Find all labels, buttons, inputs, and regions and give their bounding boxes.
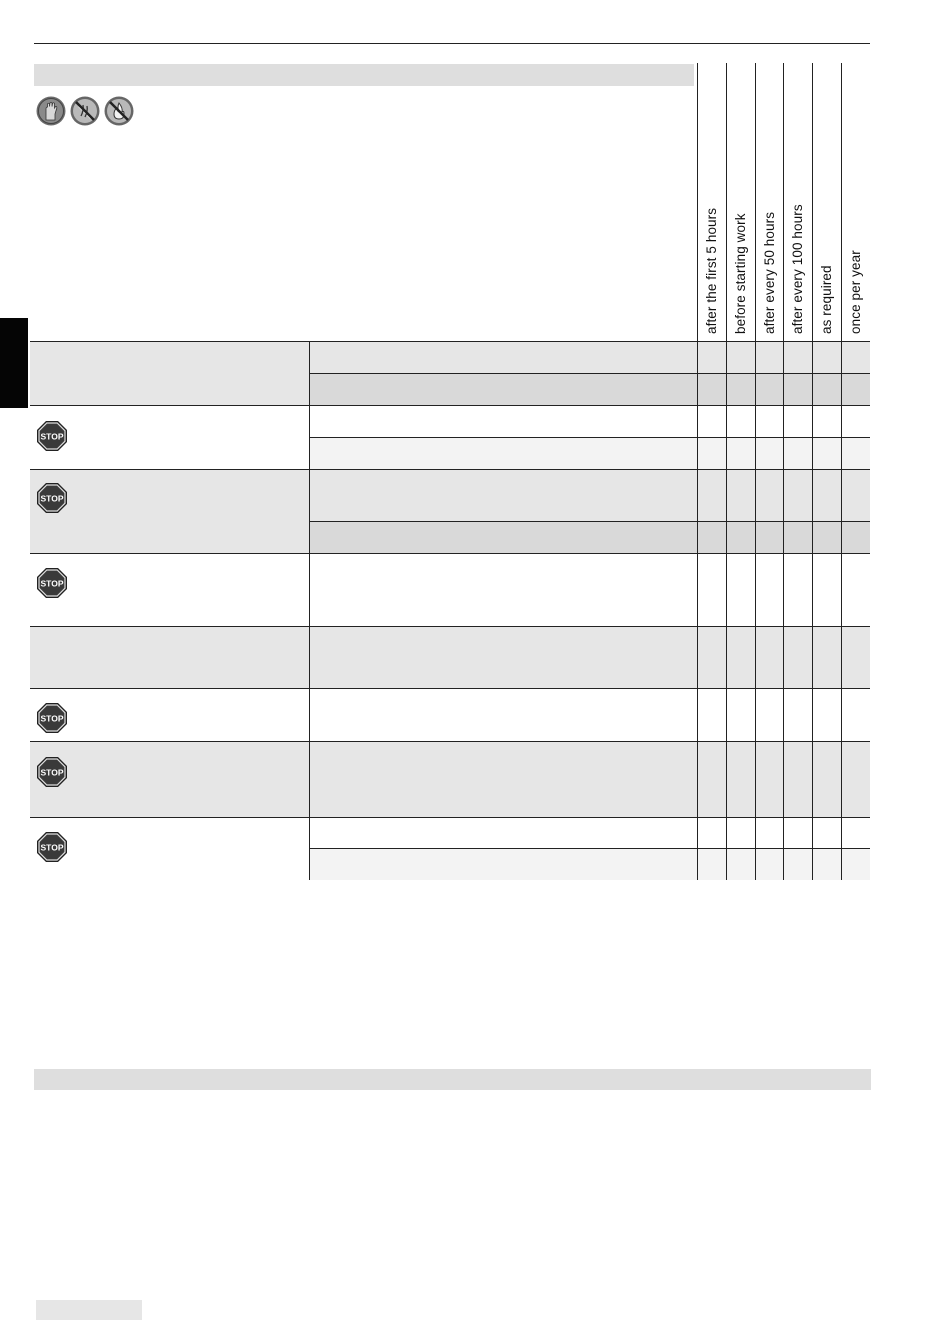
row-rule bbox=[30, 626, 870, 627]
stop-icon bbox=[36, 831, 68, 863]
column-divider bbox=[841, 63, 842, 880]
page-footer-box bbox=[36, 1300, 142, 1320]
row-rule bbox=[30, 553, 870, 554]
row-1-shade bbox=[30, 342, 870, 374]
row-rule bbox=[30, 817, 870, 818]
task-column-divider bbox=[309, 342, 310, 880]
column-divider bbox=[783, 63, 784, 880]
row-rule bbox=[30, 405, 870, 406]
row-5-shade bbox=[30, 627, 870, 688]
column-divider bbox=[755, 63, 756, 880]
interval-header-every-50-hours: after every 50 hours bbox=[762, 211, 777, 334]
row-1a-left-shade bbox=[30, 374, 310, 405]
row-rule bbox=[310, 521, 870, 522]
column-divider bbox=[697, 63, 698, 880]
svg-text:STOP: STOP bbox=[40, 713, 64, 724]
row-2b-shade bbox=[310, 438, 870, 469]
stop-icon bbox=[36, 482, 68, 514]
row-7-shade bbox=[30, 742, 870, 817]
interval-header-before-starting-work: before starting work bbox=[733, 213, 748, 334]
row-rule bbox=[310, 373, 870, 374]
row-3b-shade bbox=[310, 521, 870, 553]
row-8b-shade bbox=[310, 849, 870, 880]
row-rule bbox=[30, 469, 870, 470]
svg-text:STOP: STOP bbox=[40, 842, 64, 853]
safety-icons bbox=[36, 96, 134, 130]
svg-text:STOP: STOP bbox=[40, 493, 64, 504]
interval-header-every-100-hours: after every 100 hours bbox=[790, 204, 805, 334]
stop-icon bbox=[36, 756, 68, 788]
stop-icon bbox=[36, 567, 68, 599]
section-heading-bar bbox=[34, 64, 694, 86]
row-rule bbox=[310, 848, 870, 849]
column-divider bbox=[812, 63, 813, 880]
interval-header-after-first-5-hours: after the first 5 hours bbox=[704, 207, 719, 334]
svg-text:STOP: STOP bbox=[40, 431, 64, 442]
section-heading-bar-2 bbox=[34, 1069, 871, 1090]
no-open-flame-icon bbox=[104, 96, 134, 126]
chapter-tab bbox=[0, 318, 28, 408]
column-divider bbox=[726, 63, 727, 880]
row-rule bbox=[30, 341, 870, 342]
svg-text:STOP: STOP bbox=[40, 767, 64, 778]
row-rule bbox=[30, 688, 870, 689]
no-smoking-icon bbox=[70, 96, 100, 126]
row-rule bbox=[310, 437, 870, 438]
interval-header-once-per-year: once per year bbox=[848, 250, 863, 334]
row-1b-shade bbox=[310, 374, 870, 405]
stop-icon bbox=[36, 702, 68, 734]
interval-header-as-required: as required bbox=[819, 265, 834, 334]
stop-icon bbox=[36, 420, 68, 452]
top-rule bbox=[34, 43, 870, 44]
gloves-icon bbox=[36, 96, 66, 126]
svg-text:STOP: STOP bbox=[40, 578, 64, 589]
row-rule bbox=[30, 741, 870, 742]
